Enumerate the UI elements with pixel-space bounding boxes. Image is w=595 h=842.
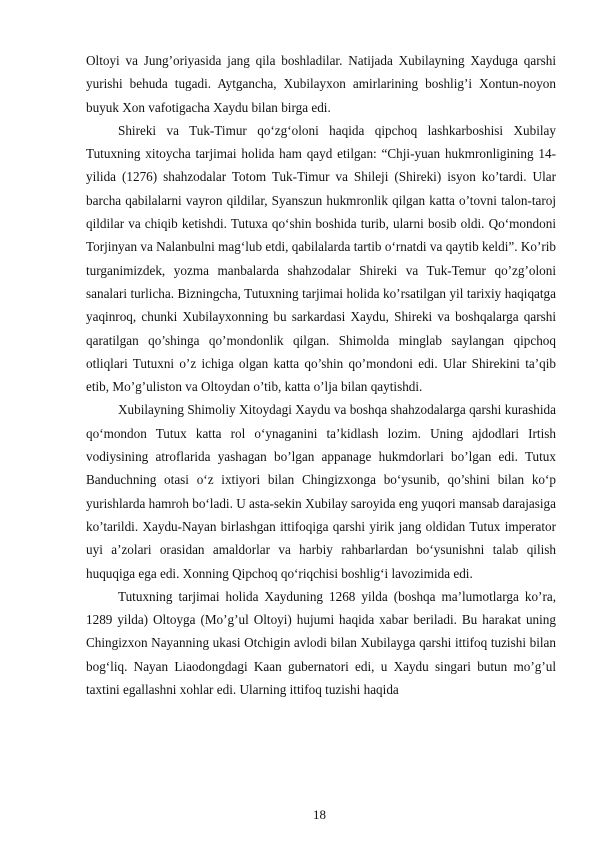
- page-number: 18: [313, 807, 326, 822]
- paragraph-2: Shireki va Tuk-Timur qo‘zg‘oloni haqida qipchoq lashkarboshisi Xubilay Tutuxning xitoycha tarjimai holida ham qayd etilgan: “Chji-yuan hukmronligining 14-yilida (1276) shahzodalar Totom Tuk-Timur va Shileji (Shireki) isyon ko’tardi. Ular barcha qabilalarni vayron qildilar, Syanszun hukmronlik qilgan katta o’tovni talon-taroj qildilar va chiqib ketishdi. Tutuxa qo‘shin boshida turib, ularni bosib oldi. Qo‘mondoni Torjinyan va Nalanbulni mag‘lub etdi, qabilalarda tartib o‘rnatdi va qaytib keldi”. Ko’rib turganimizdek, yozma manbalarda shahzodalar Shireki va Tuk-Temur qo’zg’oloni sanalari turlicha. Bizningcha, Tutuxning tarjimai holida ko’rsatilgan yil tarixiy haqiqatga yaqinroq, chunki Xubilayxonning bu sarkardasi Xaydu, Shireki va boshqalarga qarshi qaratilgan qo’shinga qo’mondonlik qilgan. Shimolda minglab saylangan qipchoq otliqlari Tutuxni o’z ichiga olgan katta qo’shin qo’mondoni edi. Ular Shirekini ta’qib etib, Mo’g’uliston va Oltoydan o’tib, katta o’lja bilan qaytishdi.: [86, 122, 556, 395]
- paragraph-4: Tutuxning tarjimai holida Xayduning 1268 yilda (boshqa ma’lumotlarga ko’ra, 1289 yilda) Oltoyga (Mo’g’ul Oltoyi) hujumi haqida xabar beriladi. Bu harakat uning Chingizxon Nayanning ukasi Otchigin avlodi bilan Xubilayga qarshi ittifoq tuzishi bilan bog‘liq. Nayan Liaodongdagi Kaan gubernatori edi, u Xaydu singari butun mo’g’ul taxtini egallashni xohlar edi. Ularning ittifoq tuzishi haqida: [86, 588, 556, 698]
- paragraph-1: Oltoyi va Jung’oriyasida jang qila boshladilar. Natijada Xubilayning Xayduga qarshi yurishi behuda tugadi. Aytgancha, Xubilayxon amirlarining boshlig’i Xontun-noyon buyuk Xon vafotigacha Xaydu bilan birga edi.: [86, 53, 556, 115]
- paragraph-3: Xubilayning Shimoliy Xitoydagi Xaydu va boshqa shahzodalarga qarshi kurashida qo‘mondon Tutux katta rol o‘ynaganini ta’kidlash lozim. Uning ajdodlari Irtish vodiysining atroflarida yashagan bo’lgan appanage hukmdorlari bo’lgan edi. Tutux Banduchning otasi o‘z ixtiyori bilan Chingizxonga bo‘ysunib, qo’shini bilan ko‘p yurishlarda hamroh bo‘ladi. U asta-sekin Xubilay saroyida eng yuqori mansab darajasiga ko’tarildi. Xaydu-Nayan birlashgan ittifoqiga qarshi yirik jang oldidan Tutux imperator uyi a’zolari orasidan amaldorlar va harbiy rahbarlardan bo‘ysunishni talab qilish huquqiga ega edi. Xonning Qipchoq qo‘riqchisi boshlig‘i lavozimida edi.: [86, 402, 556, 581]
- document-page: [86, 49, 556, 701]
